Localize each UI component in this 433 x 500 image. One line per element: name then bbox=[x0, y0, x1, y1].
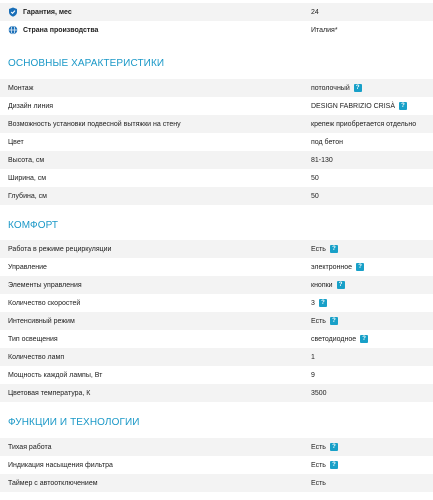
spec-row bbox=[0, 151, 433, 169]
spec-value: Италия* bbox=[311, 26, 338, 34]
shield-check-icon bbox=[8, 7, 18, 17]
spec-value: Есть ? bbox=[311, 317, 338, 325]
spec-value: кнопки ? bbox=[311, 281, 345, 289]
spec-label: Количество ламп bbox=[8, 353, 65, 361]
help-icon[interactable]: ? bbox=[354, 84, 362, 92]
spec-value: Есть bbox=[311, 479, 326, 487]
spec-row bbox=[0, 456, 433, 474]
help-icon[interactable]: ? bbox=[360, 335, 368, 343]
spec-label: Глубина, см bbox=[8, 192, 47, 200]
spec-label: Цветовая температура, К bbox=[8, 389, 91, 397]
spec-row bbox=[0, 133, 433, 151]
spec-label: Тип освещения bbox=[8, 335, 58, 343]
spec-label: Таймер с автоотключением bbox=[8, 479, 98, 487]
spec-label: Работа в режиме рециркуляции bbox=[8, 245, 112, 253]
spec-label: Мощность каждой лампы, Вт bbox=[8, 371, 103, 379]
spec-row bbox=[0, 366, 433, 384]
spec-value: 3500 bbox=[311, 389, 327, 397]
spec-label: Возможность установки подвесной вытяжки на стену bbox=[8, 120, 181, 128]
spec-value: электронное ? bbox=[311, 263, 364, 271]
help-icon[interactable]: ? bbox=[399, 102, 407, 110]
spec-row bbox=[0, 276, 433, 294]
spec-value: под бетон bbox=[311, 138, 344, 146]
spec-row bbox=[0, 240, 433, 258]
spec-value: Есть ? bbox=[311, 461, 338, 469]
spec-label: Высота, см bbox=[8, 156, 45, 164]
spec-value: 24 bbox=[311, 8, 319, 16]
spec-row-country bbox=[0, 21, 433, 39]
spec-label: Дизайн линия bbox=[8, 102, 54, 110]
spec-row bbox=[0, 187, 433, 205]
spec-row bbox=[0, 348, 433, 366]
spec-label: Элементы управления bbox=[8, 281, 82, 289]
spec-value: Есть ? bbox=[311, 245, 338, 253]
spec-row bbox=[0, 474, 433, 492]
spec-value: 50 bbox=[311, 192, 319, 200]
help-icon[interactable]: ? bbox=[337, 281, 345, 289]
spec-row bbox=[0, 330, 433, 348]
spec-label: Тихая работа bbox=[8, 443, 52, 451]
help-icon[interactable]: ? bbox=[319, 299, 327, 307]
spec-value: 50 bbox=[311, 174, 319, 182]
spec-row bbox=[0, 97, 433, 115]
help-icon[interactable]: ? bbox=[330, 317, 338, 325]
help-icon[interactable]: ? bbox=[330, 461, 338, 469]
spec-label: Гарантия, мес bbox=[23, 8, 72, 16]
spec-value: потолочный ? bbox=[311, 84, 362, 92]
help-icon[interactable]: ? bbox=[330, 443, 338, 451]
spec-row bbox=[0, 438, 433, 456]
spec-value: Есть ? bbox=[311, 443, 338, 451]
spec-label: Индикация насыщения фильтра bbox=[8, 461, 113, 469]
globe-icon bbox=[8, 25, 18, 35]
spec-row-warranty bbox=[0, 3, 433, 21]
spec-row bbox=[0, 169, 433, 187]
help-icon[interactable]: ? bbox=[330, 245, 338, 253]
spec-value: 3 ? bbox=[311, 299, 327, 307]
section-title: ОСНОВНЫЕ ХАРАКТЕРИСТИКИ bbox=[8, 58, 165, 69]
spec-label: Ширина, см bbox=[8, 174, 47, 182]
section-title: КОМФОРТ bbox=[8, 220, 59, 231]
spec-label: Монтаж bbox=[8, 84, 34, 92]
spec-row bbox=[0, 258, 433, 276]
spec-value: 1 bbox=[311, 353, 315, 361]
spec-row bbox=[0, 115, 433, 133]
spec-value: крепеж приобретается отдельно bbox=[311, 120, 417, 128]
spec-row bbox=[0, 79, 433, 97]
help-icon[interactable]: ? bbox=[356, 263, 364, 271]
spec-label: Страна производства bbox=[23, 26, 99, 34]
spec-value: DESIGN FABRIZIO CRISÀ ? bbox=[311, 102, 407, 110]
section-title: ФУНКЦИИ И ТЕХНОЛОГИИ bbox=[8, 417, 140, 428]
spec-label: Количество скоростей bbox=[8, 299, 81, 307]
spec-label: Цвет bbox=[8, 138, 24, 146]
spec-row bbox=[0, 384, 433, 402]
spec-label: Управление bbox=[8, 263, 47, 271]
spec-label: Интенсивный режим bbox=[8, 317, 75, 325]
spec-value: светодиодное ? bbox=[311, 335, 368, 343]
spec-row bbox=[0, 312, 433, 330]
spec-value: 81-130 bbox=[311, 156, 333, 164]
spec-value: 9 bbox=[311, 371, 315, 379]
spec-row bbox=[0, 294, 433, 312]
